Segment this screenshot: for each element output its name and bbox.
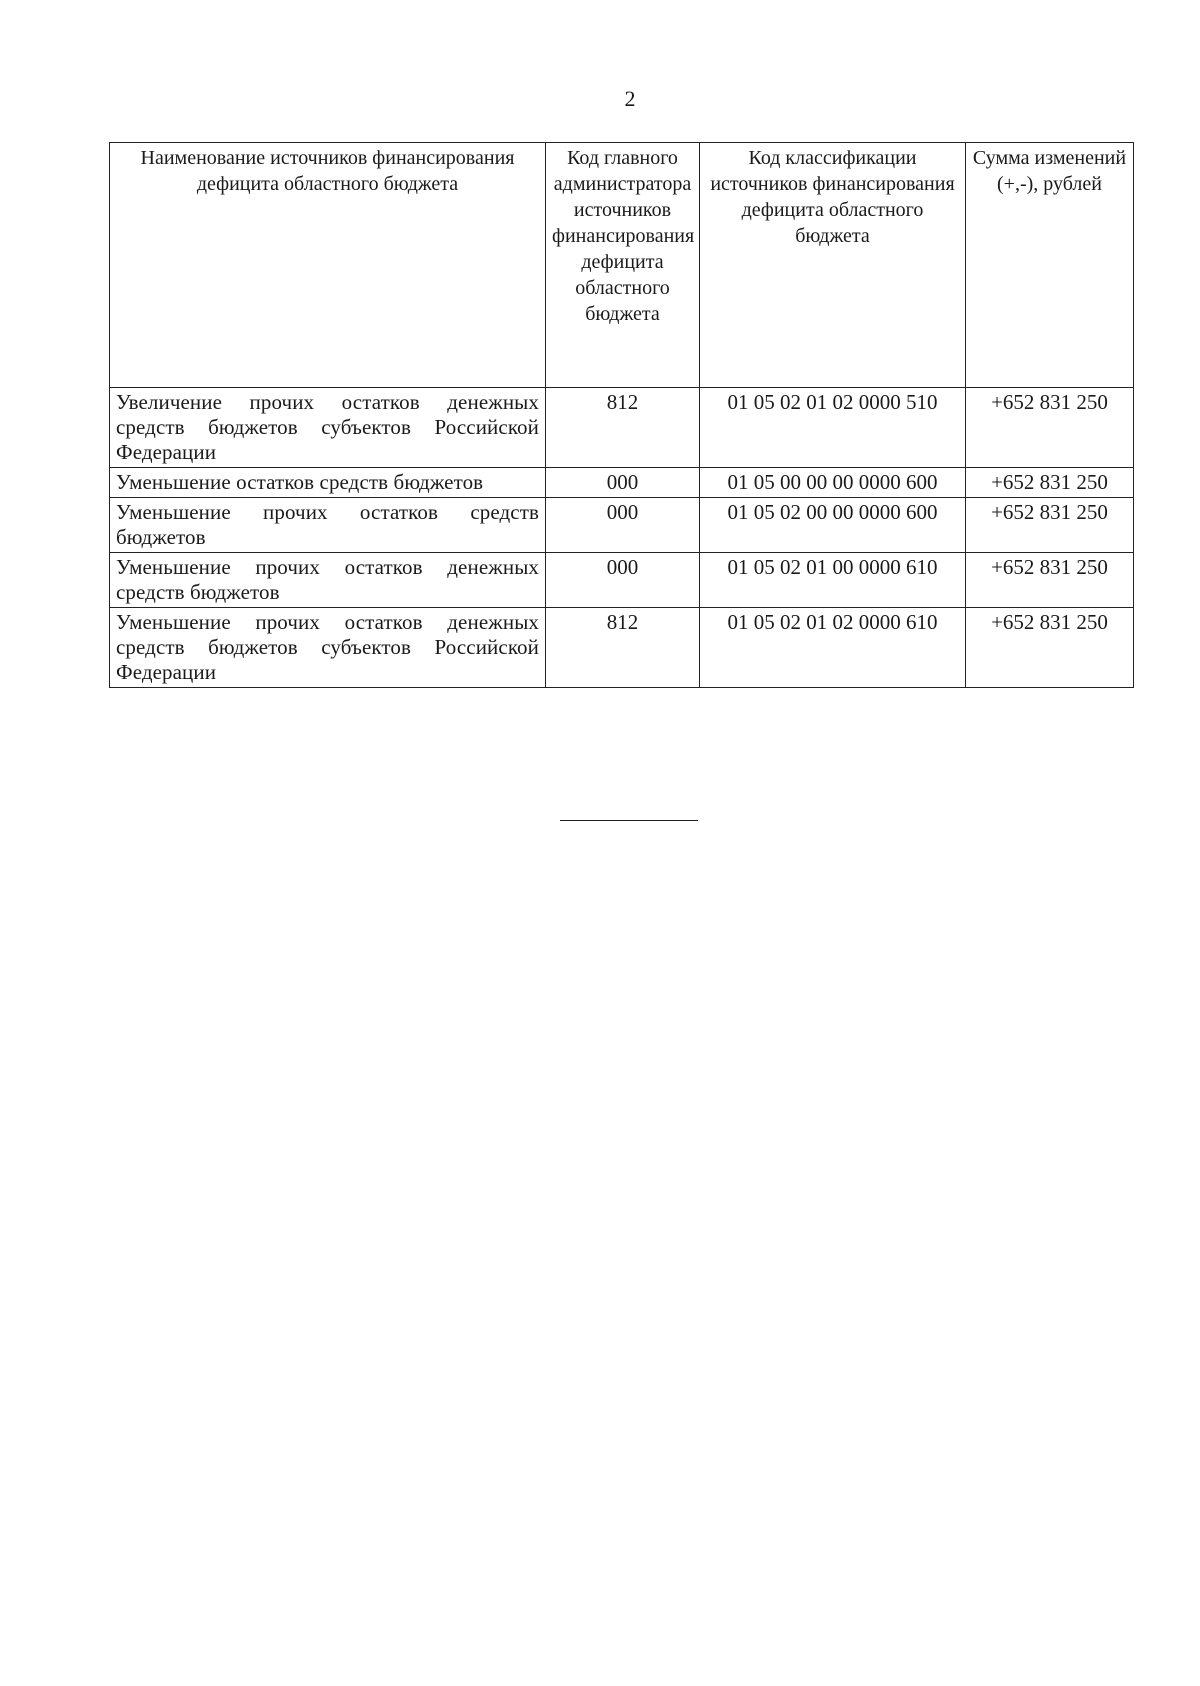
- source-name-cell: Уменьшение прочих остатков денежных средств бюджетов: [110, 553, 546, 608]
- classification-code-cell: 01 05 02 01 02 0000 610: [700, 608, 966, 688]
- source-name-cell: Уменьшение прочих остатков денежных средств бюджетов субъектов Российской Федерации: [110, 608, 546, 688]
- admin-code-cell: 000: [546, 553, 700, 608]
- table-row: [110, 553, 1134, 608]
- classification-code-cell: 01 05 02 01 02 0000 510: [700, 388, 966, 468]
- admin-code-cell: 812: [546, 608, 700, 688]
- admin-code-cell: 000: [546, 498, 700, 553]
- table-row: [110, 388, 1134, 468]
- table-row: [110, 498, 1134, 553]
- table-row: [110, 468, 1134, 498]
- header-classification-code: Код классификации источников финансирования дефицита областного бюджета: [700, 143, 966, 388]
- classification-code-cell: 01 05 02 00 00 0000 600: [700, 498, 966, 553]
- header-source-name: Наименование источников финансирования дефицита областного бюджета: [110, 143, 546, 388]
- amount-cell: +652 831 250: [966, 553, 1134, 608]
- amount-cell: +652 831 250: [966, 608, 1134, 688]
- header-amount: Сумма изменений (+,-), рублей: [966, 143, 1134, 388]
- header-admin-code: Код главного администратора источников финансирования дефицита областного бюджета: [546, 143, 700, 388]
- admin-code-cell: 000: [546, 468, 700, 498]
- source-name-cell: Уменьшение прочих остатков средств бюджетов: [110, 498, 546, 553]
- table-body: [110, 388, 1134, 688]
- source-name-cell: Увеличение прочих остатков денежных средств бюджетов субъектов Российской Федерации: [110, 388, 546, 468]
- admin-code-cell: 812: [546, 388, 700, 468]
- classification-code-cell: 01 05 00 00 00 0000 600: [700, 468, 966, 498]
- amount-cell: +652 831 250: [966, 388, 1134, 468]
- classification-code-cell: 01 05 02 01 00 0000 610: [700, 553, 966, 608]
- header-row: [110, 143, 1134, 388]
- financing-sources-table: [109, 142, 1134, 688]
- amount-cell: +652 831 250: [966, 468, 1134, 498]
- table-header: [110, 143, 1134, 388]
- amount-cell: +652 831 250: [966, 498, 1134, 553]
- end-of-document-rule: [560, 820, 698, 821]
- page-number: 2: [624, 86, 636, 111]
- source-name-cell: Уменьшение остатков средств бюджетов: [110, 468, 546, 498]
- table-row: [110, 608, 1134, 688]
